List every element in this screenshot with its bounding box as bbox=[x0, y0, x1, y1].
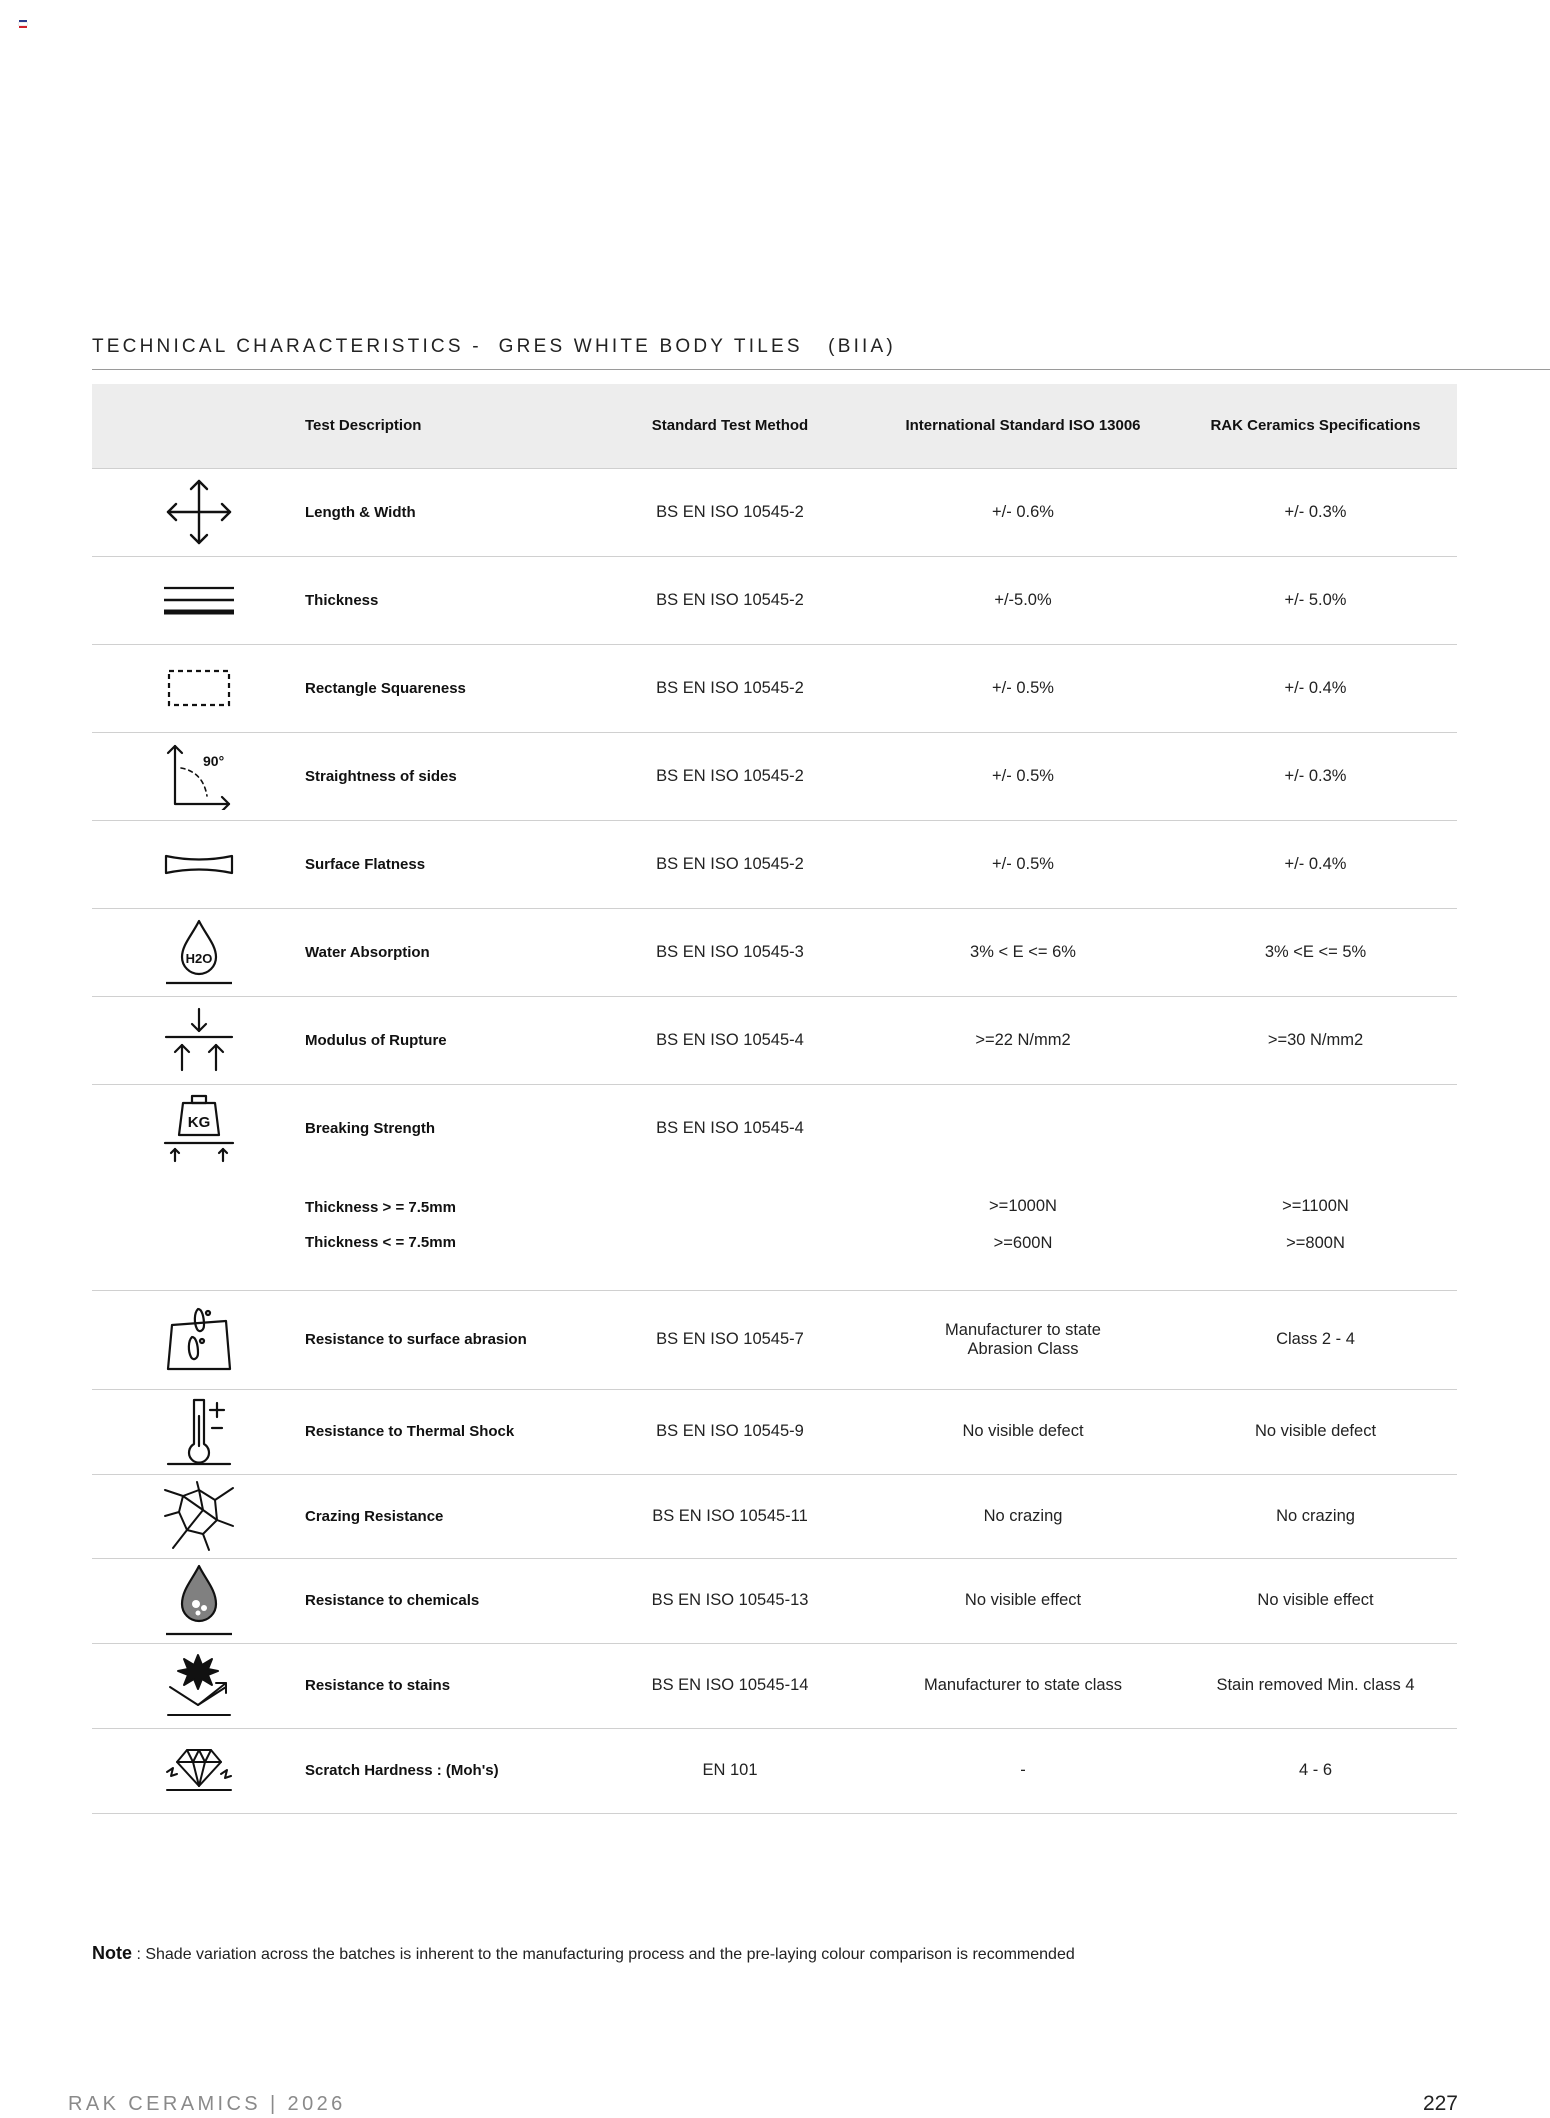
svg-text:H2O: H2O bbox=[185, 951, 212, 966]
chemical-drop-icon bbox=[92, 1558, 305, 1643]
table-row bbox=[92, 908, 1457, 996]
water-drop-icon bbox=[92, 908, 305, 996]
method-cell: BS EN ISO 10545-13 bbox=[588, 1558, 872, 1643]
table-row bbox=[92, 1389, 1457, 1474]
table-row bbox=[92, 820, 1457, 908]
dashed-rectangle-icon bbox=[92, 644, 305, 732]
table-subrow bbox=[92, 1225, 1457, 1290]
table-header-row bbox=[92, 384, 1457, 468]
description-cell: Rectangle Squareness bbox=[305, 644, 588, 732]
rak-cell: Stain removed Min. class 4 bbox=[1174, 1643, 1457, 1728]
footprints-abrasion-icon bbox=[92, 1290, 305, 1389]
method-cell: BS EN ISO 10545-2 bbox=[588, 644, 872, 732]
iso-cell: +/- 0.5% bbox=[872, 820, 1174, 908]
iso-cell: +/- 0.5% bbox=[872, 644, 1174, 732]
right-angle-icon bbox=[92, 732, 305, 820]
iso-cell: +/- 0.5% bbox=[872, 732, 1174, 820]
iso-cell: >=1000N bbox=[989, 1197, 1057, 1215]
footnote-text: : Shade variation across the batches is inherent to the manufacturing process and the pre-laying colour comparison is recommended bbox=[132, 1946, 1075, 1963]
method-cell: BS EN ISO 10545-4 bbox=[656, 1118, 804, 1137]
svg-text:KG: KG bbox=[187, 1114, 210, 1132]
description-cell: Surface Flatness bbox=[305, 820, 588, 908]
rak-cell: No visible defect bbox=[1174, 1389, 1457, 1474]
page-number: 227 bbox=[1422, 2092, 1458, 2115]
thermometer-icon bbox=[92, 1389, 305, 1474]
column-header-rak: RAK Ceramics Specifications bbox=[1174, 384, 1457, 468]
description-cell: Scratch Hardness : (Moh's) bbox=[305, 1728, 588, 1813]
description-cell: Thickness < = 7.5mm bbox=[305, 1225, 588, 1290]
iso-cell: Manufacturer to state class bbox=[872, 1643, 1174, 1728]
svg-text:90°: 90° bbox=[202, 753, 224, 769]
description-cell: Modulus of Rupture bbox=[305, 996, 588, 1084]
table-row bbox=[92, 556, 1457, 644]
iso-cell: No crazing bbox=[872, 1474, 1174, 1558]
iso-cell: +/- 0.6% bbox=[872, 468, 1174, 556]
rak-cell: +/- 5.0% bbox=[1174, 556, 1457, 644]
table-row bbox=[92, 1084, 1457, 1172]
column-header-iso: International Standard ISO 13006 bbox=[872, 384, 1174, 468]
rak-cell: No visible effect bbox=[1174, 1558, 1457, 1643]
iso-cell: Manufacturer to state Abrasion Class bbox=[872, 1290, 1174, 1389]
description-cell: Resistance to stains bbox=[305, 1643, 588, 1728]
arrows-cross-icon bbox=[92, 468, 305, 556]
table-row bbox=[92, 1474, 1457, 1558]
method-cell: EN 101 bbox=[588, 1728, 872, 1813]
description-cell: Length & Width bbox=[305, 468, 588, 556]
curved-surface-icon bbox=[92, 820, 305, 908]
iso-cell: >=22 N/mm2 bbox=[872, 996, 1174, 1084]
rak-cell: >=30 N/mm2 bbox=[1174, 996, 1457, 1084]
description-cell: Straightness of sides bbox=[305, 732, 588, 820]
method-cell: BS EN ISO 10545-2 bbox=[588, 820, 872, 908]
table-row bbox=[92, 468, 1457, 556]
description-cell: Resistance to chemicals bbox=[305, 1558, 588, 1643]
footer-brand: RAK CERAMICS | 2026 bbox=[68, 2093, 346, 2115]
iso-cell: No visible effect bbox=[872, 1558, 1174, 1643]
column-header-method: Standard Test Method bbox=[588, 384, 872, 468]
heading-divider bbox=[92, 369, 1550, 370]
weight-kg-icon bbox=[92, 1084, 305, 1172]
method-cell: BS EN ISO 10545-2 bbox=[588, 556, 872, 644]
rak-cell: 4 - 6 bbox=[1174, 1728, 1457, 1813]
description-cell: Thickness > = 7.5mm bbox=[305, 1199, 456, 1216]
iso-cell: 3% < E <= 6% bbox=[872, 908, 1174, 996]
section-heading: TECHNICAL CHARACTERISTICS - GRES WHITE BODY TILES (BIIA) bbox=[92, 336, 896, 357]
method-cell: BS EN ISO 10545-11 bbox=[588, 1474, 872, 1558]
technical-characteristics-table bbox=[92, 384, 1457, 1814]
description-cell: Breaking Strength bbox=[305, 1119, 436, 1137]
footnote-label: Note bbox=[92, 1943, 132, 1963]
rak-cell bbox=[1174, 1084, 1457, 1172]
iso-cell: - bbox=[872, 1728, 1174, 1813]
icon-column-header bbox=[92, 384, 305, 468]
table-subrow bbox=[92, 1172, 1457, 1225]
iso-cell bbox=[872, 1084, 1174, 1172]
method-cell: BS EN ISO 10545-2 bbox=[588, 732, 872, 820]
diamond-scratch-icon bbox=[92, 1728, 305, 1813]
footnote bbox=[92, 1943, 1075, 1964]
table-row bbox=[92, 1558, 1457, 1643]
method-cell: BS EN ISO 10545-14 bbox=[588, 1643, 872, 1728]
rak-cell: >=1100N bbox=[1282, 1197, 1349, 1215]
rak-cell: +/- 0.4% bbox=[1174, 820, 1457, 908]
iso-cell: +/-5.0% bbox=[872, 556, 1174, 644]
method-cell: BS EN ISO 10545-2 bbox=[588, 468, 872, 556]
rak-cell: +/- 0.4% bbox=[1174, 644, 1457, 732]
flag-icon bbox=[19, 20, 27, 27]
pressure-arrows-icon bbox=[92, 996, 305, 1084]
iso-cell: >=600N bbox=[872, 1225, 1174, 1290]
table-row bbox=[92, 1728, 1457, 1813]
thickness-lines-icon bbox=[92, 556, 305, 644]
rak-cell: 3% <E <= 5% bbox=[1174, 908, 1457, 996]
rak-cell: No crazing bbox=[1174, 1474, 1457, 1558]
rak-cell: Class 2 - 4 bbox=[1174, 1290, 1457, 1389]
table-row bbox=[92, 1290, 1457, 1389]
crazing-cracks-icon bbox=[92, 1474, 305, 1558]
rak-cell: +/- 0.3% bbox=[1174, 732, 1457, 820]
table-row bbox=[92, 996, 1457, 1084]
method-cell: BS EN ISO 10545-7 bbox=[588, 1290, 872, 1389]
description-cell: Resistance to surface abrasion bbox=[305, 1290, 588, 1389]
table-row bbox=[92, 732, 1457, 820]
method-cell: BS EN ISO 10545-3 bbox=[588, 908, 872, 996]
table-row bbox=[92, 1643, 1457, 1728]
method-cell: BS EN ISO 10545-9 bbox=[588, 1389, 872, 1474]
iso-cell: No visible defect bbox=[872, 1389, 1174, 1474]
method-cell: BS EN ISO 10545-4 bbox=[588, 996, 872, 1084]
description-cell: Crazing Resistance bbox=[305, 1474, 588, 1558]
column-header-description: Test Description bbox=[305, 384, 588, 468]
description-cell: Thickness bbox=[305, 556, 588, 644]
description-cell: Resistance to Thermal Shock bbox=[305, 1389, 588, 1474]
description-cell: Water Absorption bbox=[305, 908, 588, 996]
stain-splash-icon bbox=[92, 1643, 305, 1728]
rak-cell: +/- 0.3% bbox=[1174, 468, 1457, 556]
rak-cell: >=800N bbox=[1174, 1225, 1457, 1290]
table-row bbox=[92, 644, 1457, 732]
